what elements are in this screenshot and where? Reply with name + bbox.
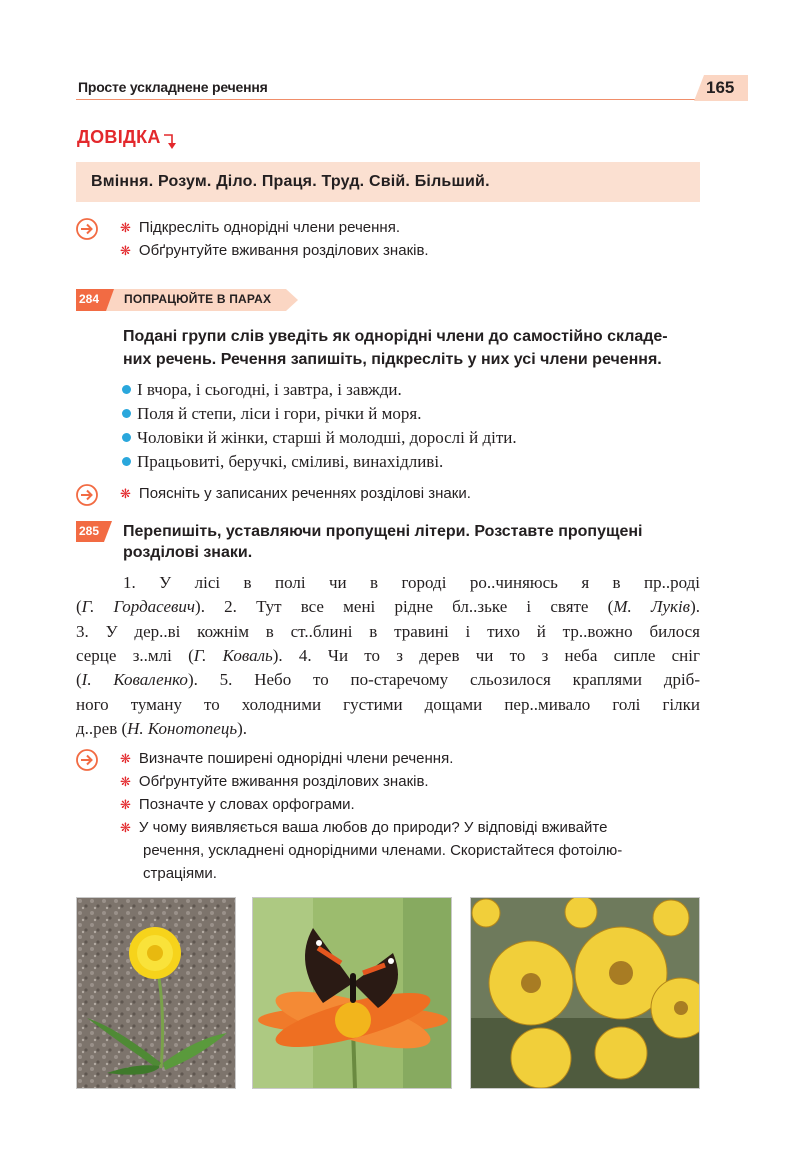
task-text-continued: страціями. (143, 865, 217, 882)
bullet-icon (122, 385, 131, 394)
exercise-text-line (76, 717, 700, 741)
text-fragment: ( (76, 597, 82, 617)
task-text: Підкресліть однорідні члени речення. (138, 219, 400, 236)
task-text: Обґрунтуйте вживання розділових знаків. (138, 773, 429, 790)
exercise-text-line (76, 620, 700, 644)
author-name: Г. Коваль (193, 645, 273, 665)
author-name: Н. Конотопець (127, 718, 238, 738)
task-item (120, 771, 429, 793)
arrow-right-circle-icon (76, 218, 98, 240)
text-fragment: ). 4. Чи то з дерев чи то з неба сипле сніг (272, 645, 700, 665)
exercise-number: 285 (79, 524, 100, 538)
list-item (122, 426, 517, 450)
text-fragment: 1. У лісі в полі чи в городі ро..чиняюсь я в пр..роді (123, 573, 700, 592)
text-fragment: ного туману то холодними густими дощами пер..мивало голі гілки (76, 694, 700, 714)
text-fragment: ). (237, 718, 247, 738)
exercise-number: 284 (79, 292, 100, 306)
arrow-right-circle-icon (76, 484, 98, 506)
page-number: 165 (706, 78, 735, 97)
task-item (120, 483, 471, 505)
exercise-text-line (76, 595, 700, 619)
dandelion-photo (76, 897, 236, 1089)
task-text: У чому виявляється ваша любов до природи? У відповіді вживайте (138, 819, 608, 836)
exercise-text-line (76, 571, 700, 595)
task-text: Поясніть у записаних реченнях розділові знаки. (138, 485, 471, 502)
list-item-text: І вчора, і сьогодні, і завтра, і завжди. (137, 380, 402, 399)
asterisk-square-icon: ❋ (120, 220, 131, 235)
list-item (122, 402, 421, 426)
task-text: Визначте поширені однорідні члени речення. (138, 750, 454, 767)
asterisk-square-icon: ❋ (120, 751, 131, 766)
task-item (120, 217, 400, 239)
text-fragment: ). 5. Небо то по-старечому сльозилося краплями дріб- (187, 670, 700, 690)
reference-arrow-icon (163, 132, 179, 150)
text-fragment: 3. У дер..ві кожнім в ст..блині в травині і тихо й тр..вожно билося (76, 621, 700, 641)
exercise-instruction: Подані групи слів уведіть як однорідні члени до самостійно складе- (123, 328, 668, 345)
task-text-continued: речення, ускладнені однорідними членами. Скористайтеся фотоілю- (143, 842, 623, 859)
exercise-text-line (76, 693, 700, 717)
text-fragment: ). 2. Тут все мені рідне бл..зьке і святе ( (195, 597, 614, 617)
chrysanthemum-photo (470, 897, 700, 1089)
task-item (120, 794, 355, 816)
task-item (120, 748, 453, 770)
list-item-text: Поля й степи, ліси і гори, річки й моря. (137, 404, 422, 423)
bullet-icon (122, 409, 131, 418)
exercise-text-line (76, 668, 700, 692)
list-item (122, 378, 402, 402)
work-in-pairs-label: ПОПРАЦЮЙТЕ В ПАРАХ (124, 292, 272, 306)
butterfly-photo (252, 897, 452, 1089)
text-fragment: ). (690, 597, 700, 617)
author-name: М. Луків (613, 597, 691, 617)
running-header: Просте ускладнене речення (78, 79, 268, 95)
header-rule (76, 99, 716, 100)
exercise-instruction: розділові знаки. (123, 544, 253, 561)
text-fragment: серце з..млі ( (76, 645, 194, 665)
text-fragment: д..рев ( (76, 718, 128, 738)
text-fragment: ( (76, 670, 82, 690)
exercise-instruction: них речень. Речення запишіть, підкресліть у них усі члени речення. (123, 351, 662, 368)
asterisk-square-icon: ❋ (120, 486, 131, 501)
task-text: Позначте у словах орфограми. (138, 796, 355, 813)
list-item (122, 450, 443, 474)
asterisk-square-icon: ❋ (120, 774, 131, 789)
list-item-text: Чоловіки й жінки, старші й молодші, дорослі й діти. (137, 428, 517, 447)
list-item-text: Працьовиті, беручкі, сміливі, винахідливі. (137, 452, 444, 471)
bullet-icon (122, 433, 131, 442)
author-name: Г. Гордасевич (81, 597, 196, 617)
task-item (120, 817, 607, 839)
reference-words: Вміння. Розум. Діло. Праця. Труд. Свій. Більший. (91, 173, 490, 190)
arrow-right-circle-icon (76, 749, 98, 771)
task-text: Обґрунтуйте вживання розділових знаків. (138, 242, 429, 259)
asterisk-square-icon: ❋ (120, 820, 131, 835)
reference-label: ДОВІДКА (77, 127, 161, 147)
exercise-text-line (76, 644, 700, 668)
author-name: І. Коваленко (81, 670, 188, 690)
exercise-instruction: Перепишіть, уставляючи пропущені літери. Розставте пропущені (123, 523, 643, 540)
task-item (120, 240, 429, 262)
bullet-icon (122, 457, 131, 466)
asterisk-square-icon: ❋ (120, 797, 131, 812)
asterisk-square-icon: ❋ (120, 243, 131, 258)
